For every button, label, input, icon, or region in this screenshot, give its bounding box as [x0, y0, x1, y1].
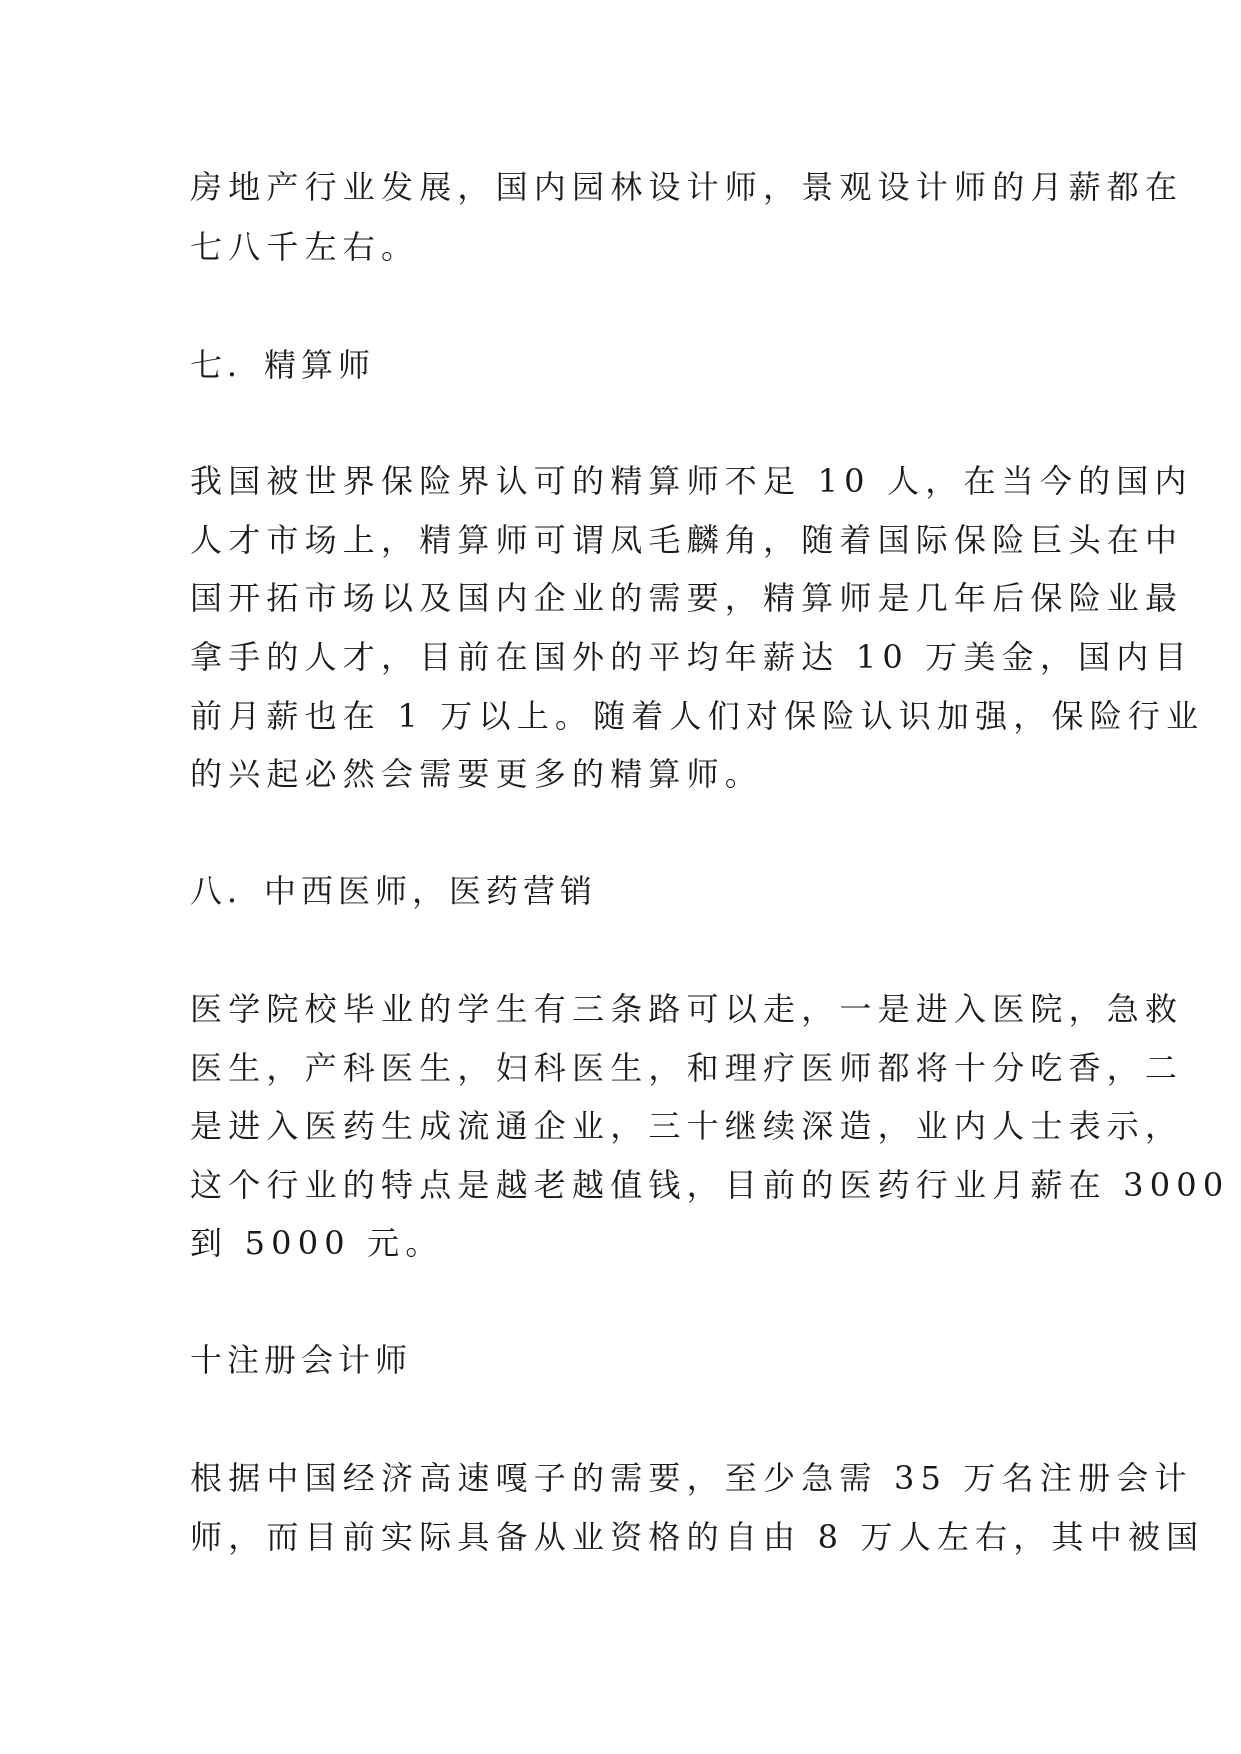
paragraph-line: 根据中国经济高速嘎子的需要，至少急需 35 万名注册会计 — [190, 1459, 1193, 1497]
paragraph-line: 国开拓市场以及国内企业的需要，精算师是几年后保险业最 — [190, 579, 1184, 617]
paragraph-line: 医生，产科医生，妇科医生，和理疗医师都将十分吃香，二 — [190, 1049, 1184, 1087]
paragraph-line: 七八千左右。 — [190, 228, 420, 266]
paragraph-line: 我国被世界保险界认可的精算师不足 10 人，在当今的国内 — [190, 462, 1193, 500]
section-heading: 十注册会计师 — [190, 1341, 413, 1379]
paragraph-line: 到 5000 元。 — [190, 1224, 444, 1262]
paragraph-line: 人才市场上，精算师可谓凤毛麟角，随着国际保险巨头在中 — [190, 521, 1184, 559]
paragraph-line: 这个行业的特点是越老越值钱，目前的医药行业月薪在 3000 — [190, 1166, 1230, 1204]
section-heading: 八．中西医师，医药营销 — [190, 872, 598, 910]
paragraph-line: 拿手的人才，目前在国外的平均年薪达 10 万美金，国内目 — [190, 638, 1193, 676]
section-heading: 七．精算师 — [190, 346, 376, 384]
paragraph-line: 师，而目前实际具备从业资格的自由 8 万人左右，其中被国 — [190, 1518, 1205, 1556]
paragraph-line: 的兴起必然会需要更多的精算师。 — [190, 755, 764, 793]
paragraph-line: 是进入医药生成流通企业，三十继续深造，业内人士表示， — [190, 1107, 1184, 1145]
paragraph-line: 房地产行业发展，国内园林设计师，景观设计师的月薪都在 — [190, 168, 1184, 206]
paragraph-line: 前月薪也在 1 万以上。随着人们对保险认识加强，保险行业 — [190, 697, 1205, 735]
paragraph-line: 医学院校毕业的学生有三条路可以走，一是进入医院，急救 — [190, 990, 1184, 1028]
